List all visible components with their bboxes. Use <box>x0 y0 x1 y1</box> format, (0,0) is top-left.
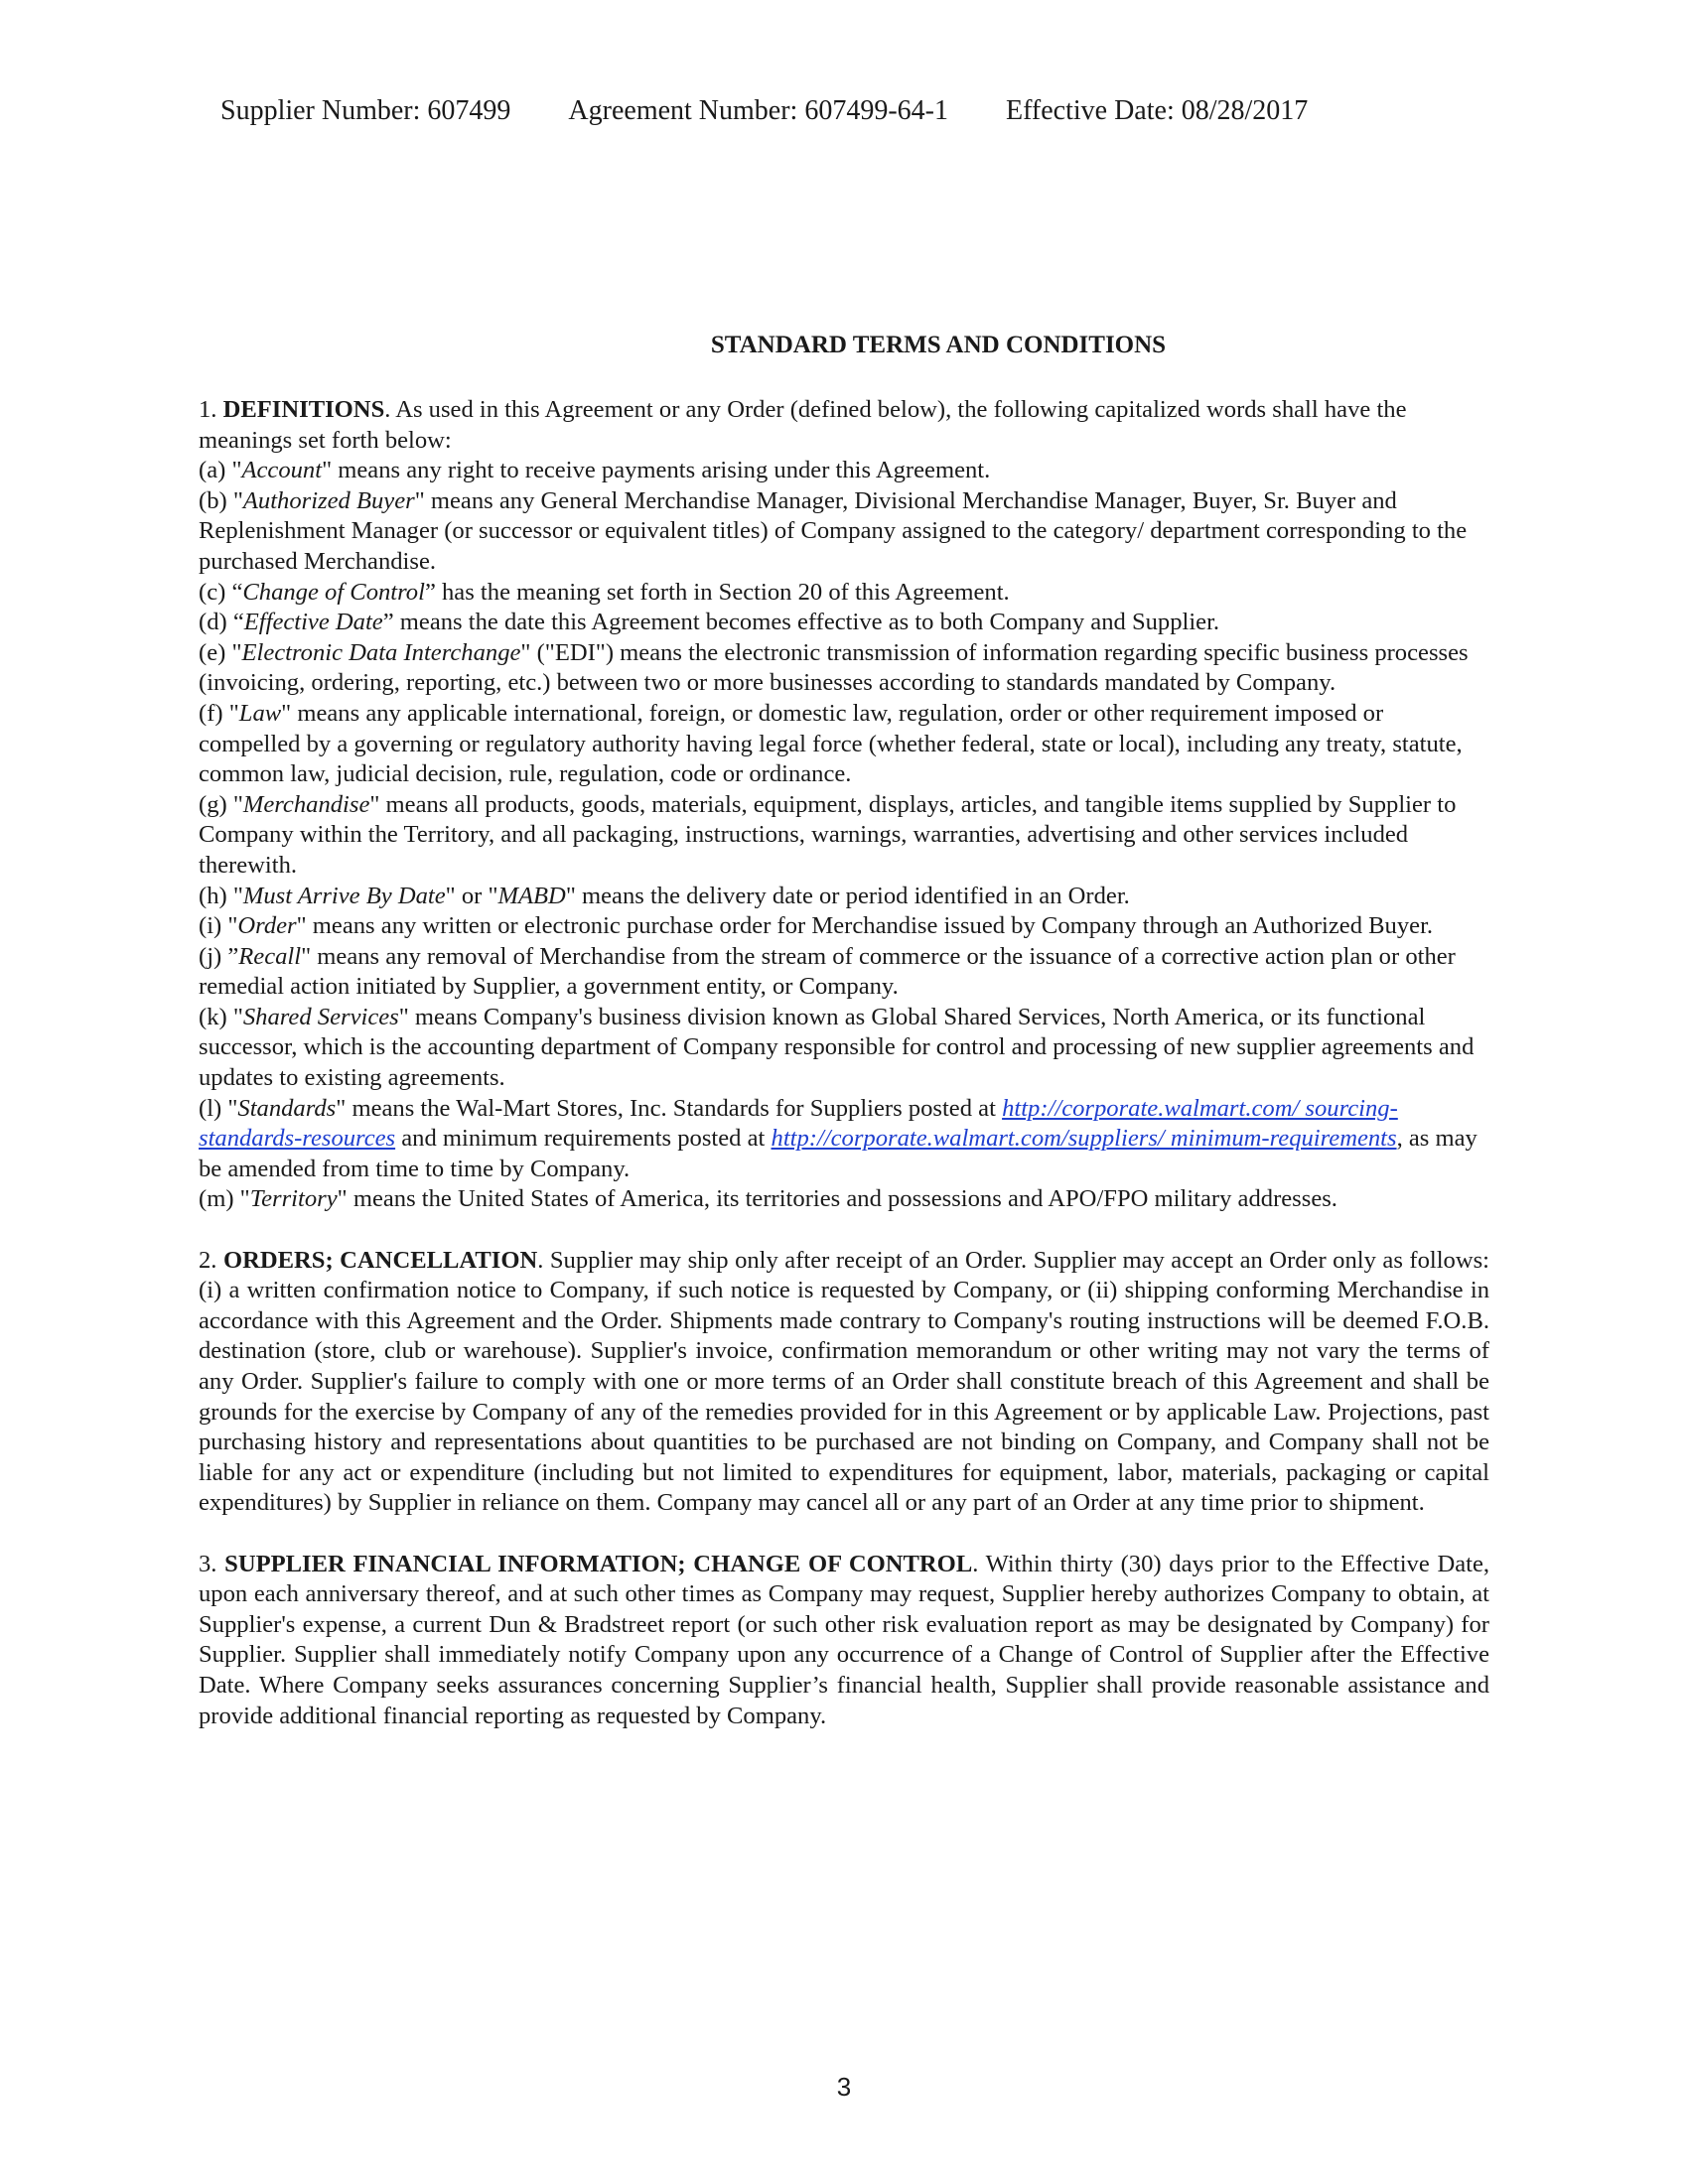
definition-mabd: (h) "Must Arrive By Date" or "MABD" means the delivery date or period identified in an Order. <box>199 882 1130 909</box>
definition-recall: (j) ”Recall" means any removal of Merchandise from the stream of commerce or the issuance of a corrective action plan or other remedial action initiated by Supplier, a government entity, or Company. <box>199 942 1456 1001</box>
section-definitions <box>199 395 1489 1215</box>
definition-edi: (e) "Electronic Data Interchange" ("EDI") means the electronic transmission of information regarding specific business processes (invoicing, ordering, reporting, etc.) between two or more businesses according to standards mandated by Company. <box>199 638 1469 697</box>
section-3-heading: SUPPLIER FINANCIAL INFORMATION; CHANGE OF CONTROL <box>224 1550 973 1577</box>
definition-law: (f) "Law" means any applicable international, foreign, or domestic law, regulation, order or other requirement imposed or compelled by a governing or regulatory authority having legal force (whether federal, state or local), including any treaty, statute, common law, judicial decision, rule, regulation, code or ordinance. <box>199 699 1463 788</box>
section-2-heading: ORDERS; CANCELLATION <box>222 1246 538 1274</box>
definition-territory: (m) "Territory" means the United States of America, its territories and possessions and APO/FPO military addresses. <box>199 1185 1337 1213</box>
definition-shared-services: (k) "Shared Services" means Company's business division known as Global Shared Services, North America, or its functional successor, which is the accounting department of Company responsible for control and processing of new supplier agreements and updates to existing agreements. <box>199 1003 1475 1092</box>
effective-date: Effective Date: 08/28/2017 <box>1006 95 1309 126</box>
section-1-intro: 1. DEFINITIONS. As used in this Agreement or any Order (defined below), the following capitalized words shall have the meanings set forth below: <box>199 396 1407 454</box>
document-title: STANDARD TERMS AND CONDITIONS <box>710 332 1167 358</box>
minimum-requirements-link[interactable]: http://corporate.walmart.com/suppliers/ minimum-requirements <box>771 1125 1397 1153</box>
supplier-number: Supplier Number: 607499 <box>220 95 511 126</box>
definition-effective-date: (d) “Effective Date” means the date this Agreement becomes effective as to both Company and Supplier. <box>199 609 1220 636</box>
definition-change-of-control: (c) “Change of Control” has the meaning set forth in Section 20 of this Agreement. <box>199 578 1010 606</box>
agreement-number: Agreement Number: 607499-64-1 <box>568 95 948 126</box>
page-number: 3 <box>836 2072 852 2102</box>
section-orders-cancellation: 2. ORDERS; CANCELLATION. Supplier may ship only after receipt of an Order. Supplier may accept an Order only as follows: (i) a written confirmation notice to Company, if such notice is requested by Company, or (ii) shipping conforming Merchandise in accordance with this Agreement and the Order. Shipments made contrary to Company's routing instructions will be deemed F.O.B. destination (store, club or warehouse). Supplier's invoice, confirmation memorandum or other writing may not vary the terms of any Order. Supplier's failure to comply with one or more terms of an Order shall constitute breach of this Agreement and shall be grounds for the exercise by Company of any of the remedies provided for in this Agreement or by applicable Law. Projections, past purchasing history and representations about quantities to be purchased are not binding on Company, and Company shall not be liable for any act or expenditure (including but not limited to expenditures for equipment, labor, materials, packaging or capital expenditures) by Supplier in reliance on them. Company may cancel all or any part of an Order at any time prior to shipment. <box>199 1246 1490 1517</box>
standards-resources-link[interactable]: http://corporate.walmart.com/ sourcing-standards-resources <box>199 1094 1398 1153</box>
section-1-heading: DEFINITIONS <box>222 396 385 423</box>
page-header <box>220 95 1308 127</box>
definition-order: (i) "Order" means any written or electronic purchase order for Merchandise issued by Company through an Authorized Buyer. <box>199 912 1434 940</box>
definition-authorized-buyer: (b) "Authorized Buyer" means any General Merchandise Manager, Divisional Merchandise Manager, Buyer, Sr. Buyer and Replenishment Manager (or successor or equivalent titles) of Company assigned to the category/ department corresponding to the purchased Merchandise. <box>199 486 1468 575</box>
definition-account: (a) "Account" means any right to receive payments arising under this Agreement. <box>199 457 991 484</box>
document-body <box>199 395 1489 1731</box>
definition-standards: (l) "Standards" means the Wal-Mart Stores, Inc. Standards for Suppliers posted at http://corporate.walmart.com/ sourcing-standards-resources and minimum requirements posted at http://corporate.walmart.com/suppliers/ minimum-requirements, as may be amended from time to time by Company. <box>199 1094 1477 1182</box>
section-supplier-financial-information: 3. SUPPLIER FINANCIAL INFORMATION; CHANGE OF CONTROL. Within thirty (30) days prior to the Effective Date, upon each anniversary thereof, and at such other times as Company may request, Supplier hereby authorizes Company to obtain, at Supplier's expense, a current Dun & Bradstreet report (or such other risk evaluation report as may be designated by Company) for Supplier. Supplier shall immediately notify Company upon any occurrence of a Change of Control of Supplier after the Effective Date. Where Company seeks assurances concerning Supplier’s financial health, Supplier shall provide reasonable assistance and provide additional financial reporting as requested by Company. <box>199 1550 1490 1729</box>
definition-merchandise: (g) "Merchandise" means all products, goods, materials, equipment, displays, articles, and tangible items supplied by Supplier to Company within the Territory, and all packaging, instructions, warnings, warranties, advertising and other services included therewith. <box>199 790 1457 879</box>
